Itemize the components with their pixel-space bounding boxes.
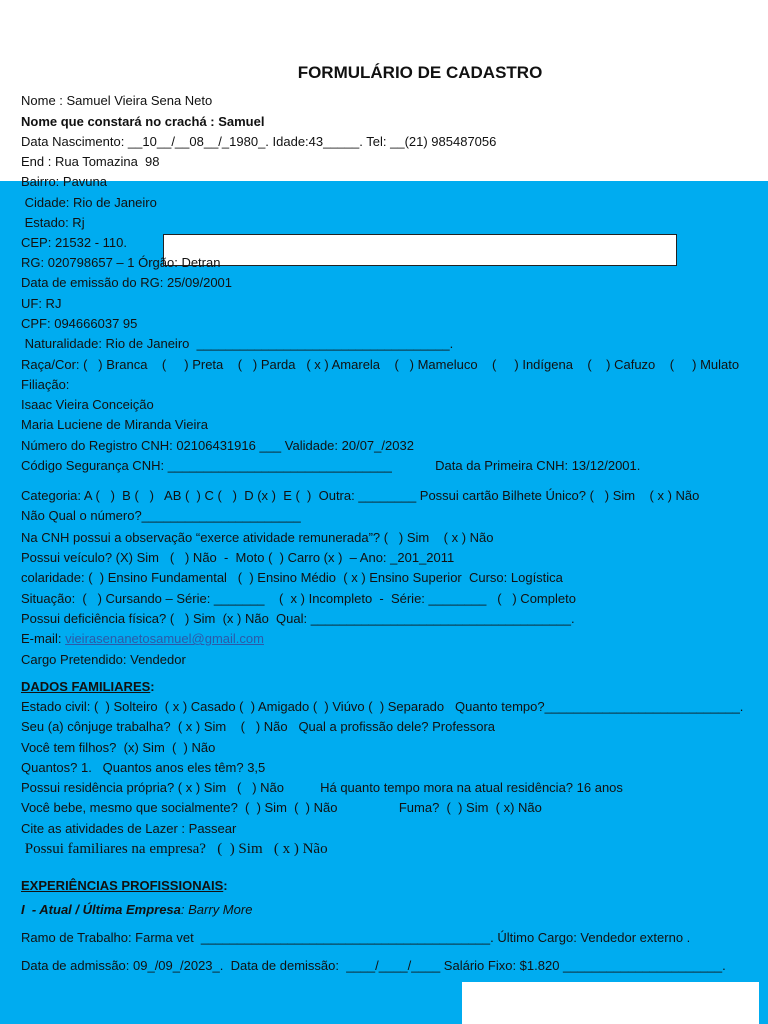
field-bairro: Bairro: Pavuna — [21, 174, 107, 189]
field-naturalidade: Naturalidade: Rio de Janeiro ___________________________________. — [21, 336, 454, 351]
field-situacao: Situação: ( ) Cursando – Série: _______ ( x ) Incompleto - Série: ________ ( ) Completo — [21, 591, 576, 606]
field-rg: RG: 020798657 – 1 Órgão: Detran — [21, 255, 221, 270]
field-deficiencia: Possui deficiência física? ( ) Sim (x ) Não Qual: ____________________________________. — [21, 611, 575, 626]
field-conjuge: Seu (a) cônjuge trabalha? ( x ) Sim ( ) Não Qual a profissão dele? Professora — [21, 719, 495, 734]
field-cpf: CPF: 094666037 95 — [21, 316, 138, 331]
section-colon: : — [223, 878, 228, 893]
section-title: DADOS FAMILIARES — [21, 679, 151, 694]
field-estado: Estado: Rj — [21, 215, 85, 230]
field-pai: Isaac Vieira Conceição — [21, 397, 154, 412]
field-residencia: Possui residência própria? ( x ) Sim ( ) Não Há quanto tempo mora na atual residência? 16 anos — [21, 780, 623, 795]
field-categoria: Categoria: A ( ) B ( ) AB ( ) C ( ) D (x ) E ( ) Outra: ________ Possui cartão Bilhete Único? ( ) Sim ( x ) Não — [21, 488, 700, 503]
white-corner-patch — [462, 982, 759, 1024]
field-raca: Raça/Cor: ( ) Branca ( ) Preta ( ) Parda ( x ) Amarela ( ) Mameluco ( ) Indígena ( ) Cafuzo ( ) Mulato — [21, 357, 740, 372]
email-link[interactable]: vieirasenanetosamuel@gmail.com — [65, 631, 264, 646]
empresa-value: : Barry More — [180, 902, 253, 917]
field-emissao: Data de emissão do RG: 25/09/2001 — [21, 275, 233, 290]
field-seguranca: Código Segurança CNH: _______________________________ Data da Primeira CNH: 13/12/2001. — [21, 458, 641, 473]
field-cracha: Nome que constará no crachá : Samuel — [21, 114, 265, 129]
field-mae: Maria Luciene de Miranda Vieira — [21, 417, 208, 432]
field-familiares-empresa: Possui familiares na empresa? ( ) Sim ( x ) Não — [21, 841, 328, 857]
field-empresa — [21, 902, 252, 918]
email-label: E-mail: — [21, 631, 66, 646]
field-endereco: End : Rua Tomazina 98 — [21, 154, 160, 169]
field-admissao: Data de admissão: 09_/09_/2023_. Data de demissão: ____/____/____ Salário Fixo: $1.820 ______________________. — [21, 958, 726, 973]
field-uf: UF: RJ — [21, 296, 62, 311]
redaction-box — [163, 234, 677, 266]
field-nascimento: Data Nascimento: __10__/__08__/_1980_. Idade:43_____. Tel: __(21) 985487056 — [21, 134, 497, 149]
field-ramo: Ramo de Trabalho: Farma vet ________________________________________. Último Cargo: Vendedor externo . — [21, 930, 691, 945]
section-experiencias — [21, 878, 228, 894]
field-veiculo: Possui veículo? (X) Sim ( ) Não - Moto ( ) Carro (x ) – Ano: _201_2011 — [21, 550, 455, 565]
field-observacao: Na CNH possui a observação “exerce atividade remunerada”? ( ) Sim ( x ) Não — [21, 530, 494, 545]
field-numero: Não Qual o número?______________________ — [21, 508, 301, 523]
field-cargo: Cargo Pretendido: Vendedor — [21, 652, 186, 667]
section-colon: : — [150, 679, 155, 694]
field-escolaridade: colaridade: ( ) Ensino Fundamental ( ) Ensino Médio ( x ) Ensino Superior Curso: Logística — [21, 570, 563, 585]
page-title: FORMULÁRIO DE CADASTRO — [297, 63, 543, 82]
field-civil: Estado civil: ( ) Solteiro ( x ) Casado ( ) Amigado ( ) Viúvo ( ) Separado Quanto tempo?___________________________. — [21, 699, 744, 714]
field-filiacao: Filiação: — [21, 377, 70, 392]
field-quantos: Quantos? 1. Quantos anos eles têm? 3,5 — [21, 760, 266, 775]
section-title: EXPERIÊNCIAS PROFISSIONAIS — [21, 878, 224, 893]
field-cep: CEP: 21532 - 110. — [21, 235, 127, 250]
field-cidade: Cidade: Rio de Janeiro — [21, 195, 157, 210]
field-filhos: Você tem filhos? (x) Sim ( ) Não — [21, 740, 216, 755]
field-lazer: Cite as atividades de Lazer : Passear — [21, 821, 237, 836]
empresa-label: I - Atual / Última Empresa — [21, 902, 181, 917]
field-email — [21, 631, 264, 647]
field-cnh: Número do Registro CNH: 02106431916 ___ Validade: 20/07_/2032 — [21, 438, 414, 453]
section-dados-familiares — [21, 679, 155, 695]
field-bebe: Você bebe, mesmo que socialmente? ( ) Sim ( ) Não Fuma? ( ) Sim ( x) Não — [21, 800, 542, 815]
field-nome: Nome : Samuel Vieira Sena Neto — [21, 93, 213, 108]
